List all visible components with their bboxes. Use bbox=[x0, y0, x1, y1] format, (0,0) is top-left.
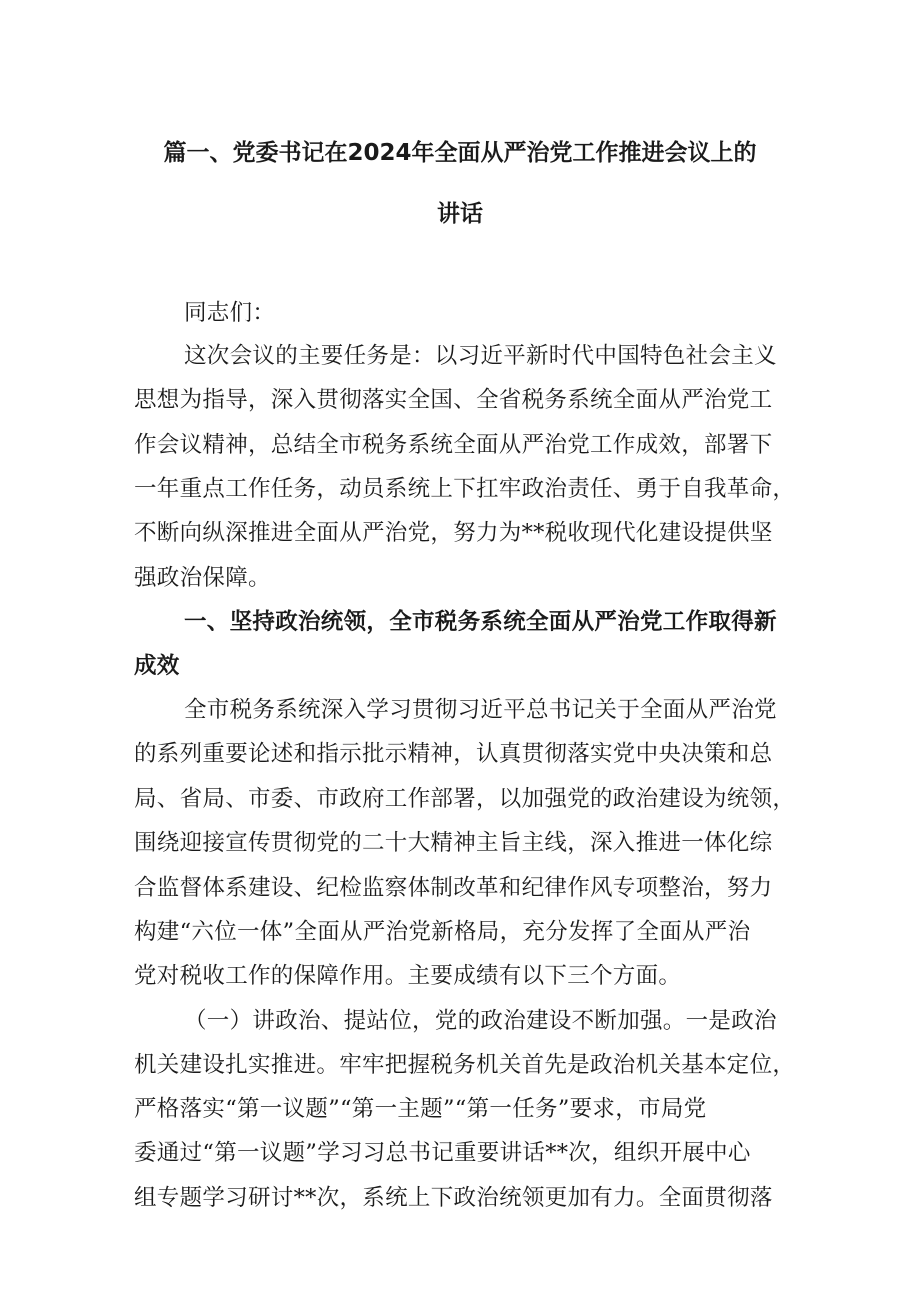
paragraph-line: 党对税收工作的保障作用。主要成绩有以下三个方面。 bbox=[134, 963, 682, 989]
section-heading: 一、坚持政治统领，全市税务系统全面从严治党工作取得新 bbox=[184, 609, 777, 635]
paragraph-line: 合监督体系建设、纪检监察体制改革和纪律作风专项整治，努力 bbox=[134, 875, 773, 901]
paragraph-line: 围绕迎接宣传贯彻党的二十大精神主旨主线，深入推进一体化综 bbox=[134, 830, 773, 856]
document-title-line-1: 篇一、党委书记在2024年全面从严治党工作推进会议上的 bbox=[163, 140, 757, 166]
paragraph-line: 局、省局、市委、市政府工作部署，以加强党的政治建设为统领， bbox=[134, 786, 796, 812]
paragraph-line: 的系列重要论述和指示批示精神，认真贯彻落实党中央决策和总 bbox=[134, 741, 773, 767]
section-heading: 成效 bbox=[134, 653, 180, 679]
paragraph-line: 全市税务系统深入学习贯彻习近平总书记关于全面从严治党 bbox=[184, 697, 777, 723]
document-title-line-2: 讲话 bbox=[437, 201, 483, 227]
paragraph-line: 构建“六位一体”全面从严治党新格局，充分发挥了全面从严治 bbox=[134, 919, 751, 945]
paragraph-line: 这次会议的主要任务是：以习近平新时代中国特色社会主义 bbox=[184, 343, 777, 369]
paragraph-line: 一年重点工作任务，动员系统上下扛牢政治责任、勇于自我革命， bbox=[134, 476, 796, 502]
paragraph-line: 机关建设扎实推进。牢牢把握税务机关首先是政治机关基本定位， bbox=[134, 1052, 796, 1078]
paragraph-line: 严格落实“第一议题”“第一主题”“第一任务”要求，市局党 bbox=[134, 1096, 707, 1122]
paragraph-line: 作会议精神，总结全市税务系统全面从严治党工作成效，部署下 bbox=[134, 432, 773, 458]
paragraph-line: 组专题学习研讨**次，系统上下政治统领更加有力。全面贯彻落 bbox=[134, 1185, 773, 1211]
paragraph-line: 思想为指导，深入贯彻落实全国、全省税务系统全面从严治党工 bbox=[134, 387, 773, 413]
salutation: 同志们： bbox=[184, 300, 276, 326]
paragraph-line: 委通过“第一议题”学习习总书记重要讲话**次，组织开展中心 bbox=[134, 1140, 751, 1166]
paragraph-line: （一）讲政治、提站位，党的政治建设不断加强。一是政治 bbox=[184, 1008, 777, 1034]
paragraph-line: 强政治保障。 bbox=[134, 565, 271, 591]
paragraph-line: 不断向纵深推进全面从严治党，努力为**税收现代化建设提供坚 bbox=[134, 520, 773, 546]
